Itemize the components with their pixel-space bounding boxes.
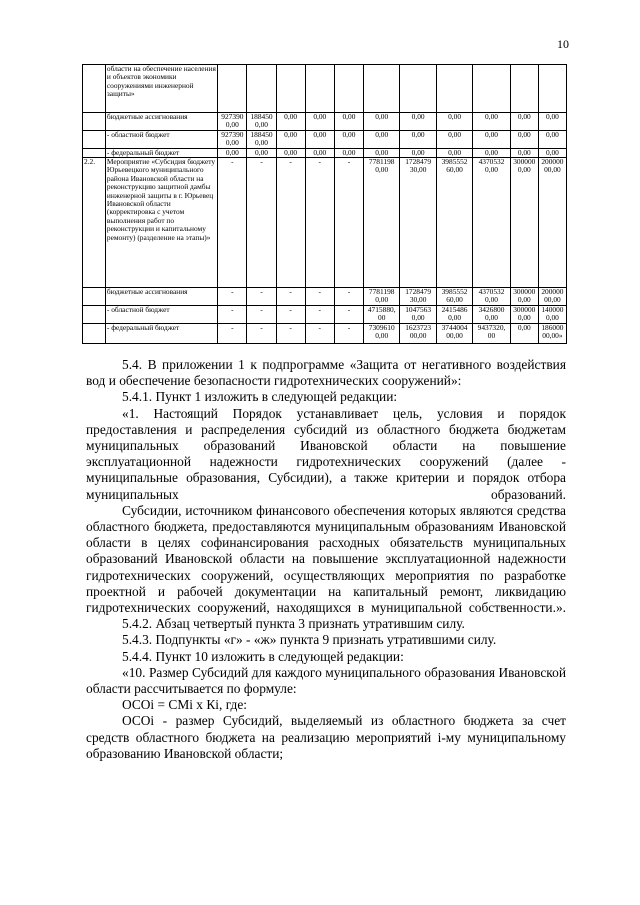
value-cell: - bbox=[305, 323, 334, 343]
value-cell: - bbox=[305, 305, 334, 323]
value-cell: 0,00 bbox=[473, 148, 510, 157]
value-cell: 4370532 0,00 bbox=[473, 288, 510, 306]
paragraph: Субсидии, источником финансового обеспечения которых являются средства областного бюджета, предоставляются муниципальным образованиям Ивановской области в целях софинансирования расходных обязательств муниципальных образований Ивановской области на повышение эксплуатационной надежности гидротехнических сооружений, осуществляющих мероприятия по разработке проектной и рабочей документации на капитальный ремонт, ликвидацию гидротехнических сооружений, находящихся в муниципальной собственности.». bbox=[86, 502, 566, 616]
value-cell: 0,00 bbox=[400, 130, 436, 148]
value-cell: - bbox=[334, 323, 363, 343]
paragraph: «1. Настоящий Порядок устанавливает цель, условия и порядок предоставления и распределения субсидий из областного бюджета бюджетам муниципальных образований Ивановской области на повышение эксплуатационной надежности гидротехнических сооружений (далее - муниципальные образования, Субсидии), а также критерии и порядок отбора муниципальных образований. bbox=[86, 405, 566, 502]
value-cell: 0,00 bbox=[510, 130, 538, 148]
value-cell: 1728479 30,00 bbox=[400, 158, 436, 288]
value-cell: 1728479 30,00 bbox=[400, 288, 436, 306]
value-cell: 0,00 bbox=[436, 148, 472, 157]
value-cell bbox=[510, 65, 538, 113]
value-cell: 188450 0,00 bbox=[247, 113, 276, 131]
value-cell: 0,00 bbox=[538, 130, 566, 148]
row-name-cell: - федеральный бюджет bbox=[105, 148, 217, 157]
value-cell bbox=[276, 65, 305, 113]
value-cell: 0,00 bbox=[334, 113, 363, 131]
value-cell: 300000 0,00 bbox=[510, 288, 538, 306]
document-text bbox=[86, 357, 566, 762]
value-cell: 927390 0,00 bbox=[218, 130, 247, 148]
table-row bbox=[83, 148, 567, 157]
value-cell: 0,00 bbox=[364, 113, 400, 131]
row-number-cell bbox=[83, 305, 106, 323]
paragraph: 5.4. В приложении 1 к подпрограмме «Защита от негативного воздействия вод и обеспечение безопасности гидротехнических сооружений»: bbox=[86, 357, 566, 389]
value-cell: 186000 00,00» bbox=[538, 323, 566, 343]
value-cell: 0,00 bbox=[334, 148, 363, 157]
value-cell: 0,00 bbox=[510, 113, 538, 131]
row-number-cell bbox=[83, 65, 106, 113]
value-cell: 7309610 0,00 bbox=[364, 323, 400, 343]
table-row bbox=[83, 65, 567, 113]
value-cell: 0,00 bbox=[305, 148, 334, 157]
paragraph: 5.4.4. Пункт 10 изложить в следующей редакции: bbox=[122, 648, 404, 664]
paragraph: 5.4.1. Пункт 1 изложить в следующей редакции: bbox=[122, 389, 398, 405]
value-cell: 4370532 0,00 bbox=[473, 158, 510, 288]
row-number-cell bbox=[83, 148, 106, 157]
paragraph: ОСОi - размер Субсидий, выделяемый из областного бюджета за счет средств областного бюджета на реализацию мероприятий i-му муниципальному образованию Ивановской области; bbox=[86, 713, 566, 761]
value-cell: 0,00 bbox=[305, 130, 334, 148]
value-cell: 188450 0,00 bbox=[247, 130, 276, 148]
value-cell: 200000 00,00 bbox=[538, 158, 566, 288]
table-row bbox=[83, 288, 567, 306]
row-name-cell: бюджетные ассигнования bbox=[105, 113, 217, 131]
value-cell: 0,00 bbox=[305, 113, 334, 131]
table-row bbox=[83, 323, 567, 343]
row-name-cell: - областной бюджет bbox=[105, 305, 217, 323]
value-cell: - bbox=[218, 323, 247, 343]
value-cell: 0,00 bbox=[436, 130, 472, 148]
value-cell bbox=[247, 65, 276, 113]
value-cell: 0,00 bbox=[400, 113, 436, 131]
value-cell: - bbox=[305, 158, 334, 288]
value-cell: - bbox=[334, 305, 363, 323]
value-cell: - bbox=[276, 288, 305, 306]
value-cell: 0,00 bbox=[473, 113, 510, 131]
value-cell: - bbox=[334, 288, 363, 306]
value-cell: 1623723 00,00 bbox=[400, 323, 436, 343]
value-cell: - bbox=[247, 288, 276, 306]
value-cell: - bbox=[247, 323, 276, 343]
paragraph: 5.4.3. Подпункты «г» - «ж» пункта 9 признать утратившими силу. bbox=[122, 632, 497, 648]
value-cell: - bbox=[247, 305, 276, 323]
budget-table bbox=[82, 64, 567, 344]
value-cell: 0,00 bbox=[364, 130, 400, 148]
value-cell: 7781198 0,00 bbox=[364, 158, 400, 288]
value-cell: 0,00 bbox=[247, 148, 276, 157]
value-cell: 300000 0,00 bbox=[510, 305, 538, 323]
value-cell: 0,00 bbox=[334, 130, 363, 148]
value-cell: 300000 0,00 bbox=[510, 158, 538, 288]
value-cell: 927390 0,00 bbox=[218, 113, 247, 131]
table-body bbox=[83, 65, 567, 344]
value-cell bbox=[436, 65, 472, 113]
page-number: 10 bbox=[557, 37, 569, 51]
value-cell: 9437320, 00 bbox=[473, 323, 510, 343]
value-cell: 3426800 0,00 bbox=[473, 305, 510, 323]
paragraph: «10. Размер Субсидий для каждого муниципального образования Ивановской области рассчитывается по формуле: bbox=[86, 664, 566, 697]
table-row bbox=[83, 158, 567, 288]
row-name-cell: области на обеспечение населения и объектов экономики сооружениями инженерной защиты» bbox=[105, 65, 217, 113]
paragraph: ОСОi = СМi x Кi, где: bbox=[122, 697, 248, 713]
value-cell: 140000 0,00 bbox=[538, 305, 566, 323]
value-cell: - bbox=[218, 158, 247, 288]
value-cell bbox=[364, 65, 400, 113]
value-cell: 3744004 00,00 bbox=[436, 323, 472, 343]
value-cell: 0,00 bbox=[364, 148, 400, 157]
row-name-cell: - федеральный бюджет bbox=[105, 323, 217, 343]
value-cell: - bbox=[218, 305, 247, 323]
value-cell bbox=[334, 65, 363, 113]
value-cell: - bbox=[247, 158, 276, 288]
value-cell: 0,00 bbox=[510, 148, 538, 157]
value-cell: - bbox=[276, 305, 305, 323]
value-cell: 0,00 bbox=[538, 113, 566, 131]
value-cell: 3985552 60,00 bbox=[436, 158, 472, 288]
value-cell: 200000 00,00 bbox=[538, 288, 566, 306]
value-cell: 0,00 bbox=[510, 323, 538, 343]
value-cell: 0,00 bbox=[400, 148, 436, 157]
row-name-cell: - областной бюджет bbox=[105, 130, 217, 148]
paragraph: 5.4.2. Абзац четвертый пункта 3 признать утратившим силу. bbox=[122, 616, 465, 632]
value-cell: 0,00 bbox=[538, 148, 566, 157]
value-cell: - bbox=[305, 288, 334, 306]
value-cell bbox=[538, 65, 566, 113]
row-number-cell bbox=[83, 113, 106, 131]
value-cell: 0,00 bbox=[276, 148, 305, 157]
value-cell: 0,00 bbox=[218, 148, 247, 157]
value-cell bbox=[400, 65, 436, 113]
row-name-cell: бюджетные ассигнования bbox=[105, 288, 217, 306]
row-number-cell bbox=[83, 130, 106, 148]
value-cell: 0,00 bbox=[276, 130, 305, 148]
value-cell bbox=[218, 65, 247, 113]
value-cell: 7781198 0,00 bbox=[364, 288, 400, 306]
value-cell: - bbox=[276, 158, 305, 288]
table-row bbox=[83, 130, 567, 148]
row-name-cell: Мероприятие «Субсидия бюджету Юрьевецкого муниципального района Ивановской области на реконструкцию защитной дамбы инженерной защиты в г. Юрьевец Ивановской области (корректировка с учетом выполнения работ по реконструкции и капитальному ремонту) (разделение на этапы)» bbox=[105, 158, 217, 288]
value-cell: 2415486 0,00 bbox=[436, 305, 472, 323]
value-cell: 1047563 0,00 bbox=[400, 305, 436, 323]
value-cell bbox=[473, 65, 510, 113]
value-cell: 0,00 bbox=[436, 113, 472, 131]
value-cell: 3985552 60,00 bbox=[436, 288, 472, 306]
value-cell: - bbox=[334, 158, 363, 288]
value-cell: 0,00 bbox=[473, 130, 510, 148]
table-row bbox=[83, 305, 567, 323]
value-cell: 4715880, 00 bbox=[364, 305, 400, 323]
value-cell: - bbox=[218, 288, 247, 306]
table-row bbox=[83, 113, 567, 131]
value-cell: 0,00 bbox=[276, 113, 305, 131]
value-cell: - bbox=[276, 323, 305, 343]
row-number-cell bbox=[83, 323, 106, 343]
value-cell bbox=[305, 65, 334, 113]
row-number-cell: 2.2. bbox=[83, 158, 106, 288]
row-number-cell bbox=[83, 288, 106, 306]
